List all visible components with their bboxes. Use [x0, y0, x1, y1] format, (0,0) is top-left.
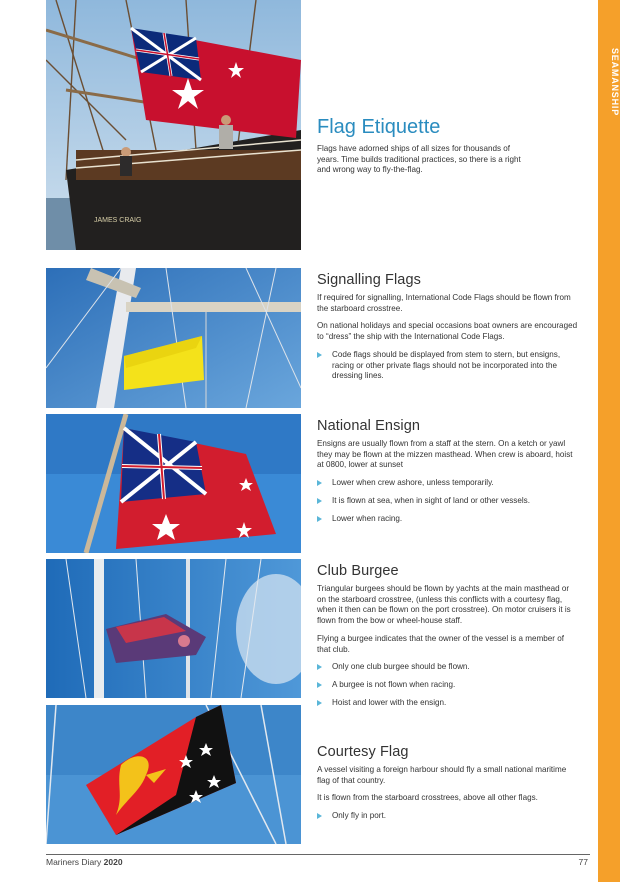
footer-publication [46, 857, 123, 867]
section-side-tab [598, 0, 620, 882]
signal-flag-photo [46, 268, 301, 408]
bullet-item: Lower when crew ashore, unless temporarily. [317, 478, 579, 489]
courtesy-heading: Courtesy Flag [317, 744, 409, 760]
burgee-paragraph: Triangular burgees should be flown by yachts at the main masthead or on the starboard crosstree, (unless this conflicts with a courtesy flag, when it then can be flown on the port crosstree). On motor cruisers it is flown from the bow or wheel-house staff. [317, 584, 571, 626]
burgee-section [317, 563, 579, 715]
publication-year: 2020 [103, 857, 123, 867]
ensign-section [317, 418, 579, 531]
bullet-arrow-icon [317, 352, 322, 358]
burgee-heading: Club Burgee [317, 563, 399, 579]
bullet-item: Hoist and lower with the ensign. [317, 698, 579, 709]
bullet-item: It is flown at sea, when in sight of land or other vessels. [317, 496, 579, 507]
signalling-paragraph: On national holidays and special occasions boat owners are encouraged to “dress” the ship with the International Code Flags. [317, 321, 578, 342]
bullet-item: Only one club burgee should be flown. [317, 662, 579, 673]
bullet-arrow-icon [317, 700, 322, 706]
side-tab-label: SEAMANSHIP [610, 48, 620, 117]
tall-ship-photo [46, 0, 301, 250]
bullet-item: Lower when racing. [317, 514, 579, 525]
courtesy-section [317, 744, 579, 829]
bullet-arrow-icon [317, 480, 322, 486]
club-burgee-photo [46, 559, 301, 698]
intro-paragraph: Flags have adorned ships of all sizes for thousands of years. Time builds traditional practices, so there is a right and wrong way to fly-the-flag. [317, 144, 521, 175]
ensign-paragraph: Ensigns are usually flown from a staff at the stern. On a ketch or yawl they may be flown at the mizzen masthead. When crew is aboard, hoist at 0800, lower at sunset [317, 439, 573, 470]
signalling-section [317, 272, 579, 389]
page-title: Flag Etiquette [317, 116, 441, 138]
ensign-heading: National Ensign [317, 418, 421, 434]
boat-name-text: JAMES CRAIG [94, 217, 142, 224]
bullet-item: A burgee is not flown when racing. [317, 680, 579, 691]
bullet-arrow-icon [317, 498, 322, 504]
signalling-paragraph: If required for signalling, International Code Flags should be flown from the starboard crosstree. [317, 293, 571, 313]
signalling-bullet-list [317, 350, 579, 382]
intro-section [317, 117, 579, 183]
bullet-arrow-icon [317, 664, 322, 670]
signalling-heading: Signalling Flags [317, 272, 421, 288]
burgee-paragraph: Flying a burgee indicates that the owner of the vessel is a member of that club. [317, 633, 564, 654]
burgee-bullet-list [317, 662, 579, 708]
bullet-arrow-icon [317, 682, 322, 688]
ensign-bullet-list [317, 478, 579, 524]
page-number: 77 [578, 857, 588, 867]
publication-name: Mariners Diary [46, 857, 102, 867]
bullet-arrow-icon [317, 813, 322, 819]
bullet-item: Only fly in port. [317, 811, 579, 822]
bullet-arrow-icon [317, 516, 322, 522]
bullet-item: Code flags should be displayed from stem to stern, but ensigns, racing or other private flags should not be incorporated into the dressing lines. [317, 350, 579, 382]
footer-divider [46, 854, 590, 855]
courtesy-flag-photo [46, 705, 301, 844]
courtesy-bullet-list [317, 811, 579, 822]
courtesy-paragraph: A vessel visiting a foreign harbour should fly a small national maritime flag of that country. [317, 765, 567, 785]
courtesy-paragraph: It is flown from the starboard crosstrees, above all other flags. [317, 793, 538, 803]
national-ensign-photo [46, 414, 301, 553]
